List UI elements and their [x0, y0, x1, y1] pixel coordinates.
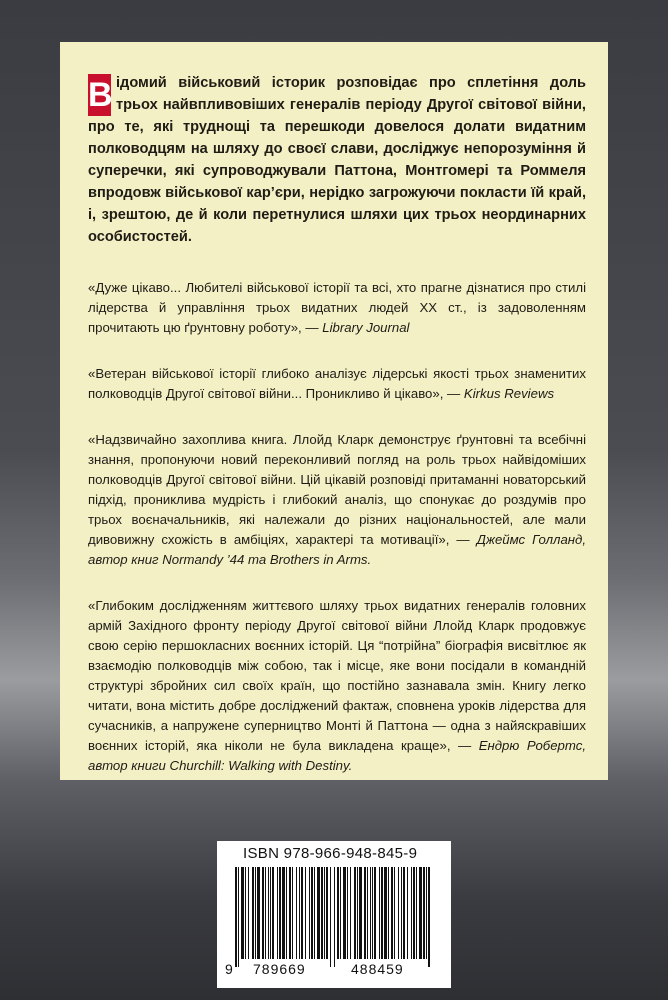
review-quote	[88, 364, 586, 404]
barcode-bar	[347, 867, 348, 959]
barcode-bar	[245, 867, 246, 959]
barcode-bar	[270, 867, 271, 959]
barcode-bar	[388, 867, 389, 959]
quote-text: «Дуже цікаво... Любителі військової історії та всі, хто прагне дізнатися про стилі лідерства й управління трьох видатних людей XX ст., із задоволенням прочитають цю ґрунтовну роботу», —	[88, 280, 586, 335]
barcode-bar	[305, 867, 306, 959]
isbn-label: ISBN 978-966-948-845-9	[243, 845, 418, 862]
barcode-bar	[370, 867, 371, 959]
barcode-bar	[238, 867, 239, 967]
quote-text: «Глибоким дослідженням життєвого шляху трьох видатних генералів головних армій Західного фронту періоду Другої світової війни Ллойд Кларк продовжує свою серію першокласних воєнних історій. Ця “потрійна” біографія висвітлює як взаємодію полководців між собою, так і місце, яке вони посідали в командній структурі збройних сил своїх країн, що постійно зазнавала змін. Книгу легко читати, вона містить добре досліджений фактаж, сповнена уроків лідерства для сучасників, а напружене суперництво Монті й Паттона — одна з найяскравіших воєнних історій, яка ніколи не була викладена краще»,	[88, 598, 586, 753]
barcode-bar	[257, 867, 260, 959]
drop-cap: В	[88, 76, 113, 114]
barcode-bar	[299, 867, 300, 959]
isbn-barcode	[217, 841, 451, 988]
barcode-bar	[326, 867, 328, 959]
review-quote	[88, 430, 586, 570]
barcode-bar	[411, 867, 412, 959]
barcode-digits-left: 789669	[253, 961, 306, 977]
barcode-bar	[311, 867, 313, 959]
barcode-bar	[248, 867, 249, 959]
barcode-digit-first: 9	[225, 961, 233, 977]
barcode-bar	[314, 867, 315, 959]
review-quote	[88, 278, 586, 338]
barcode-bar	[416, 867, 417, 959]
barcode-bar	[364, 867, 366, 959]
barcode-bar	[252, 867, 254, 959]
quote-text: «Ветеран військової історії глибоко аналізує лідерські якості трьох знаменитих полководців Другої світової війни... Проникливо й цікаво», —	[88, 366, 586, 401]
barcode-bar	[350, 867, 351, 959]
barcode-bar	[391, 867, 393, 959]
barcode-bar	[359, 867, 362, 959]
barcode-bar	[374, 867, 376, 959]
barcode-bar	[282, 867, 285, 959]
barcode-bar	[296, 867, 297, 959]
barcode-bar	[413, 867, 415, 959]
barcode-bar	[372, 867, 373, 959]
barcode-bar	[268, 867, 269, 959]
barcode-bar	[255, 867, 256, 959]
barcode-bar	[398, 867, 399, 959]
barcode-bar	[334, 867, 335, 967]
quote-text: «Надзвичайно захоплива книга. Ллойд Кларк демонструє ґрунтовні та всебічні знання, пропонуючи новий переконливий погляд на роль трьох найвідоміших полководців Другої світової війни. Цій цікавій розповіді притаманні новаторський підхід, прониклива мудрість і глибокий аналіз, що спонукає до роздумів про трьох воєначальників, які належали до різних національностей, але мали дивовижну схожість в амбіціях, характері та мотивації», —	[88, 432, 586, 547]
text-panel	[60, 42, 608, 780]
quote-source: — Ендрю Робертс, автор книги Churchill: Walking with Destiny.	[88, 738, 586, 773]
intro-text: ідомий військовий історик розповідає про сплетіння доль трьох найвпливовіших генералів періоду Другої світової війни, про те, які труднощі та перешкоди довелося долати видатним полководцям на шляху до своєї слави, досліджує непорозуміння й суперечки, які супроводжували Паттона, Монтгомері та Роммеля впродовж військової кар’єри, нерідко загрожуючи покласти їй край, і, зрештою, де й коли перетнулися шляхи цих трьох неординарних особистостей.	[88, 75, 586, 245]
barcode-digits-right: 488459	[351, 961, 404, 977]
barcode-bar	[343, 867, 346, 959]
barcode-digits	[217, 961, 451, 981]
barcode-bar	[384, 867, 387, 959]
quote-source: Kirkus Reviews	[463, 386, 555, 401]
barcode-bar	[317, 867, 320, 959]
barcode-bar	[426, 867, 427, 959]
barcode-bar	[309, 867, 310, 959]
barcode-bar	[419, 867, 422, 959]
review-quote	[88, 596, 586, 776]
barcode-bar	[241, 867, 244, 959]
quote-source: Джеймс Голланд, автор книг Normandy ’44 та Brothers in Arms.	[88, 532, 587, 567]
barcode-bar	[301, 867, 303, 959]
barcode-bars	[235, 867, 433, 967]
barcode-bar	[381, 867, 383, 959]
barcode-bar	[357, 867, 358, 959]
barcode-bar	[337, 867, 339, 959]
barcode-bar	[428, 867, 430, 967]
barcode-bar	[289, 867, 291, 959]
barcode-bar	[407, 867, 408, 959]
barcode-bar	[324, 867, 325, 959]
barcode-bar	[272, 867, 274, 959]
barcode-bar	[423, 867, 425, 959]
barcode-bar	[262, 867, 264, 959]
barcode-bar	[367, 867, 368, 959]
barcode-bar	[279, 867, 281, 959]
barcode-bar	[401, 867, 402, 959]
barcode-bar	[354, 867, 356, 959]
barcode-bar	[286, 867, 287, 959]
barcode-bar	[292, 867, 293, 959]
quote-source: Library Journal	[322, 320, 410, 335]
barcode-bar	[394, 867, 395, 959]
barcode-bar	[277, 867, 278, 959]
barcode-bar	[330, 867, 331, 967]
barcode-bar	[379, 867, 380, 959]
intro-paragraph	[88, 72, 586, 248]
barcode-bar	[403, 867, 405, 959]
barcode-bar	[265, 867, 266, 959]
barcode-bar	[321, 867, 323, 959]
barcode-bar	[340, 867, 341, 959]
barcode-bar	[235, 867, 237, 967]
